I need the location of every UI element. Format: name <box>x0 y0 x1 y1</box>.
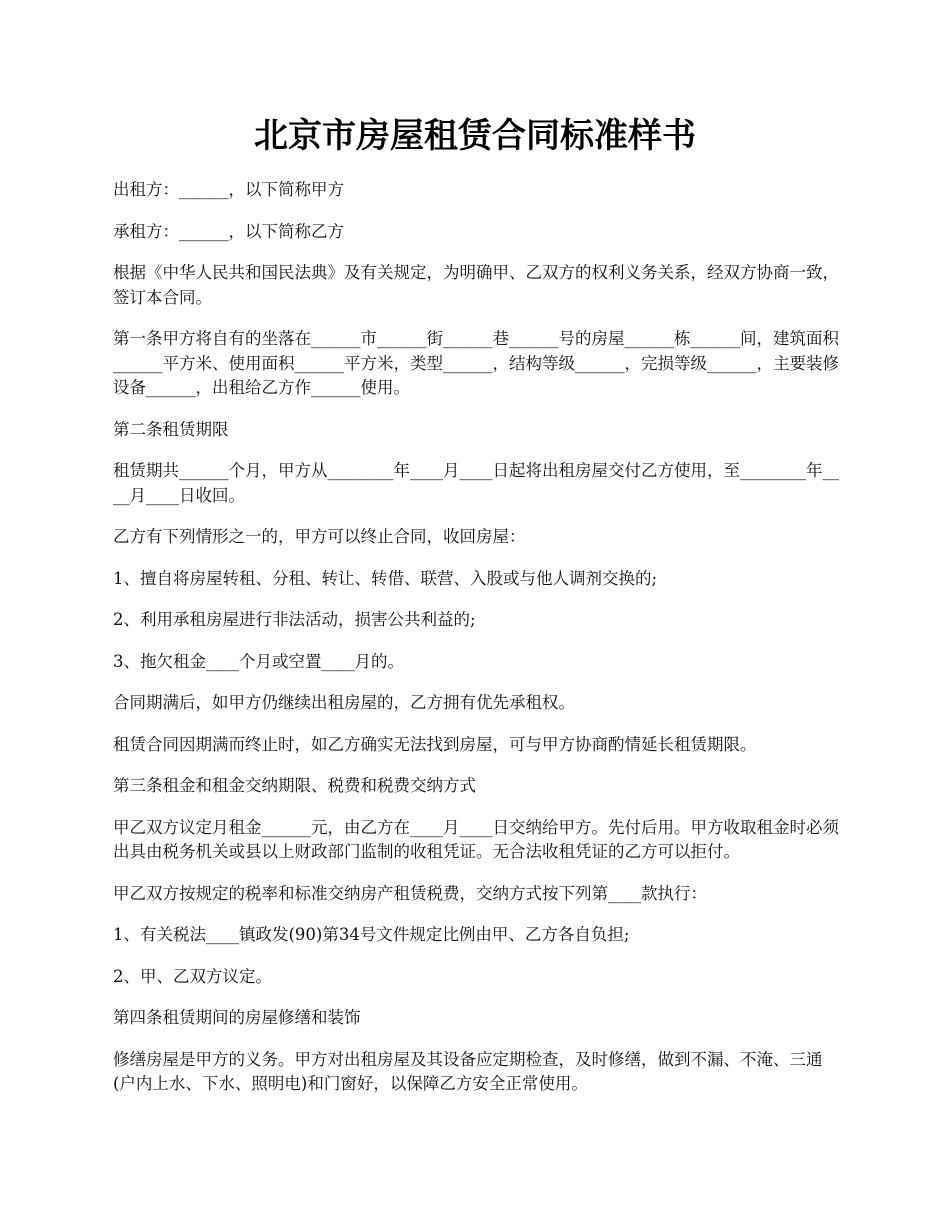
paragraph-lessor: 出租方：______，以下简称甲方 <box>113 180 344 199</box>
paragraph-article-1: 第一条甲方将自有的坐落在______市______街______巷______号的房屋______栋______间，建筑面积______平方米、使用面积______平方米，类型______，结构等级______，完损等级______，主要装修设备______，出租给乙方作______使用。 <box>113 329 839 397</box>
list-item-tax-1: 1、有关税法____镇政发(90)第34号文件规定比例由甲、乙方各自负担; <box>113 925 630 944</box>
paragraph-renewal-priority: 合同期满后，如甲方仍继续出租房屋的，乙方拥有优先承租权。 <box>113 693 575 712</box>
paragraph-lease-term: 租赁期共______个月，甲方从________年____月____日起将出租房屋交付乙方使用，至________年____月____日收回。 <box>113 461 839 505</box>
paragraph-termination-intro: 乙方有下列情形之一的，甲方可以终止合同，收回房屋： <box>113 527 526 546</box>
paragraph-extension: 租赁合同因期满而终止时，如乙方确实无法找到房屋，可与甲方协商酌情延长租赁期限。 <box>113 734 757 754</box>
paragraph-preamble: 根据《中华人民共和国民法典》及有关规定，为明确甲、乙双方的权利义务关系，经双方协商一致，签订本合同。 <box>113 263 839 307</box>
paragraph-tax: 甲乙双方按规定的税率和标准交纳房产租赁税费，交纳方式按下列第____款执行： <box>113 883 707 903</box>
document-title: 北京市房屋租赁合同标准样书 <box>254 116 696 156</box>
paragraph-repairs: 修缮房屋是甲方的义务。甲方对出租房屋及其设备应定期检查，及时修缮，做到不漏、不淹、三通(户内上水、下水、照明电)和门窗好，以保障乙方安全正常使用。 <box>113 1049 823 1093</box>
heading-article-2: 第二条租赁期限 <box>113 419 229 439</box>
paragraph-rent: 甲乙双方议定月租金______元，由乙方在____月____日交纳给甲方。先付后用。甲方收取租金时必须出具由税务机关或县以上财政部门监制的收租凭证。无合法收租凭证的乙方可以拒付。 <box>113 817 839 861</box>
heading-article-3: 第三条租金和租金交纳期限、税费和税费交纳方式 <box>113 776 476 795</box>
list-item-tax-2: 2、甲、乙双方议定。 <box>113 966 272 986</box>
list-item-termination-2: 2、利用承租房屋进行非法活动，损害公共利益的; <box>113 610 476 629</box>
document-body <box>113 178 840 1114</box>
heading-article-4: 第四条租赁期间的房屋修缮和装饰 <box>113 1008 361 1027</box>
list-item-termination-1: 1、擅自将房屋转租、分租、转让、转借、联营、入股或与他人调剂交换的; <box>113 568 658 588</box>
paragraph-lessee: 承租方：______，以下简称乙方 <box>113 221 344 241</box>
list-item-termination-3: 3、拖欠租金____个月或空置____月的。 <box>113 651 404 671</box>
